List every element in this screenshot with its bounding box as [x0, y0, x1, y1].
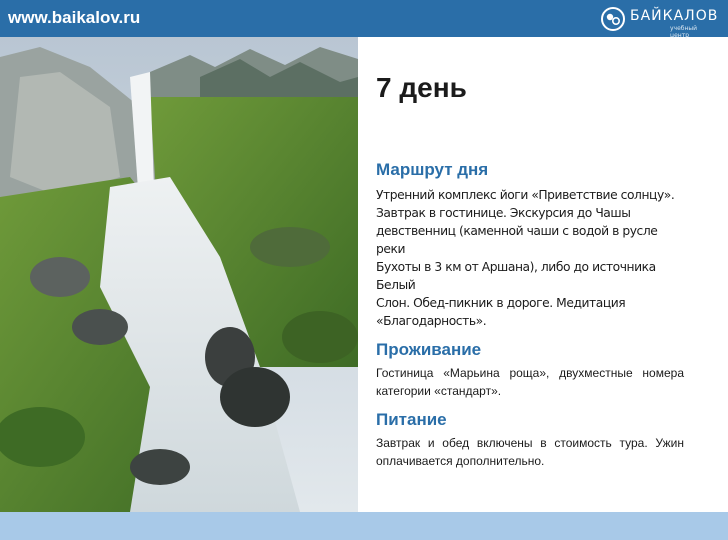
mountain-waterfall-photo	[0, 37, 358, 512]
logo-text: БАЙКАЛОВ	[630, 8, 719, 24]
accommodation-heading: Проживание	[376, 340, 482, 359]
route-line: Слон. Обед-пикник в дороге. Медитация	[376, 296, 626, 310]
footer-band	[0, 512, 728, 540]
baikalov-logo	[600, 4, 719, 39]
meals-text: Завтрак и обед включены в стоимость тура. Ужин оплачивается дополнительно.	[376, 436, 684, 468]
route-line: Бухоты в 3 км от Аршана), либо до источника Белый	[376, 260, 656, 292]
route-line: Утренний комплекс йоги «Приветствие солнцу».	[376, 188, 675, 202]
route-line: Завтрак в гостинице. Экскурсия до Чашы	[376, 206, 631, 220]
route-line: «Благодарность».	[376, 314, 487, 328]
meals-heading: Питание	[376, 410, 447, 429]
route-line: девственниц (каменной чаши с водой в русле реки	[376, 224, 658, 256]
route-description	[376, 186, 684, 330]
day-title: 7 день	[376, 72, 467, 103]
header-bar	[0, 0, 728, 37]
site-url[interactable]: www.baikalov.ru	[8, 8, 141, 27]
accommodation-text: Гостиница «Марьина роща», двухместные номера категории «стандарт».	[376, 366, 684, 398]
route-heading: Маршрут дня	[376, 160, 489, 179]
logo-subtext: учебный центр	[670, 25, 698, 39]
day-content	[376, 68, 684, 470]
compass-logo-icon	[600, 6, 626, 32]
